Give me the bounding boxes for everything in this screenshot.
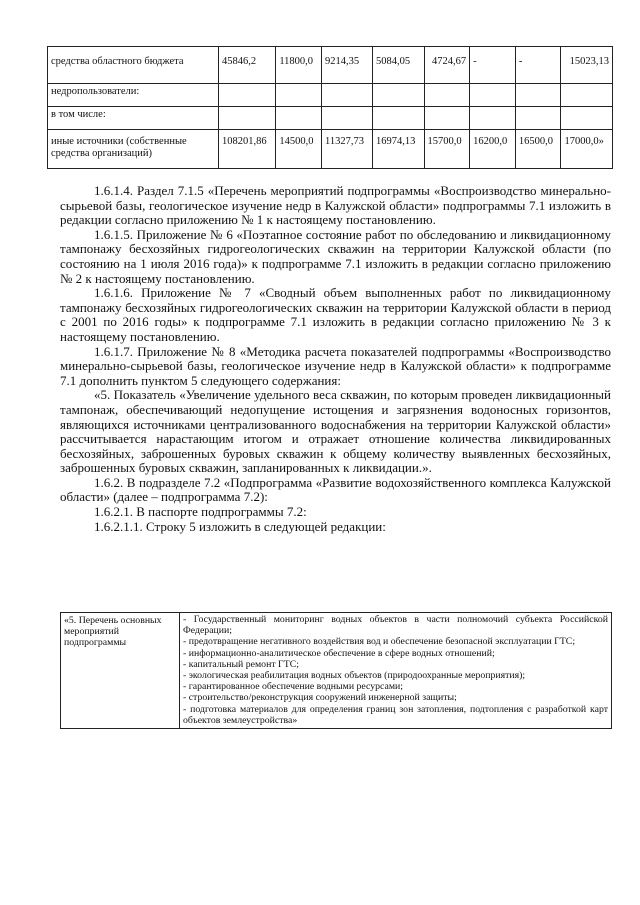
table-row — [48, 130, 613, 169]
paragraph: 1.6.1.7. Приложение № 8 «Методика расчета показателей подпрограммы «Воспроизводство минерально-сырьевой базы, геологическое изучение недр в Калужской области» к подпрограмме 7.1 дополнить пунктом 5 следующего содержания: — [60, 343, 611, 388]
measure-item: - строительство/реконструкция сооружений инженерной защиты; — [183, 692, 457, 704]
paragraph: 1.6.2.1.1. Строку 5 изложить в следующей редакции: — [94, 518, 386, 534]
measure-item: - Государственный мониторинг водных объектов в части полномочий субъекта Российской Федерации; — [183, 614, 608, 637]
measure-item: - экологическая реабилитация водных объектов (природоохранные мероприятия); — [183, 670, 526, 682]
table-cell: 14500,0 — [276, 130, 322, 169]
measure-item: - подготовка материалов для определения границ зон затопления, подтопления с разработкой карт объектов землеустройства» — [183, 703, 608, 726]
table-cell: 16200,0 — [470, 130, 516, 169]
paragraph: 1.6.2. В подразделе 7.2 «Подпрограмма «Развитие водохозяйственного комплекса Калужской области» (далее – подпрограмма 7.2): — [60, 474, 611, 505]
program-table — [60, 612, 612, 729]
row-label: иные источники (собственные средства организаций) — [48, 130, 219, 169]
table-cell — [561, 107, 613, 130]
table-cell — [219, 84, 276, 107]
table-cell: 17000,0» — [561, 130, 613, 169]
table-cell — [219, 107, 276, 130]
table-cell — [276, 107, 322, 130]
table-cell — [470, 84, 516, 107]
table-cell: 15023,13 — [561, 47, 613, 84]
paragraph: «5. Показатель «Увеличение удельного веса скважин, по которым проведен ликвидационный тампонаж, обеспечивающий недопущение истощения и загрязнения водоносных горизонтов, являющихся источниками централизованного водоснабжения на территории Калужской области» рассчитывается нарастающим итогом и отражает отношение количества ликвидированных бесхозяйных, заброшенных буровых скважин к общему количеству выявленных бесхозяйных, заброшенных буровых скважин, запланированных к ликвидации.». — [60, 387, 611, 476]
table-cell — [276, 84, 322, 107]
body-text — [60, 184, 611, 534]
table-cell — [515, 107, 561, 130]
table-cell — [424, 107, 470, 130]
measures-cell — [180, 613, 612, 729]
measure-item: - капитальный ремонт ГТС; — [183, 658, 299, 670]
table-cell: 11327,73 — [321, 130, 372, 169]
table-cell: 16974,13 — [373, 130, 424, 169]
table-cell: - — [470, 47, 516, 84]
table-cell — [321, 84, 372, 107]
paragraph: 1.6.1.5. Приложение № 6 «Поэтапное состояние работ по обследованию и ликвидационному тампонажу бесхозяйных гидрогеологических скважин на территории Калужской области (по состоянию на 1 июля 2016 года)» к подпрограмме 7.1 изложить в редакции согласно приложению № 2 к настоящему постановлению. — [60, 226, 611, 286]
table-cell: 15700,0 — [424, 130, 470, 169]
measure-item: - информационно-аналитическое обеспечение в сфере водных отношений; — [183, 647, 495, 659]
table-row — [61, 613, 612, 729]
table-cell — [373, 84, 424, 107]
table-cell: 5084,05 — [373, 47, 424, 84]
table-cell: 11800,0 — [276, 47, 322, 84]
table-row — [48, 107, 613, 130]
table-cell — [373, 107, 424, 130]
paragraph: 1.6.1.4. Раздел 7.1.5 «Перечень мероприятий подпрограммы «Воспроизводство минерально-сырьевой базы, геологическое изучение недр в Калужской области» подпрограммы 7.1 изложить в редакции согласно приложению № 1 к настоящему постановлению. — [60, 183, 611, 228]
table-cell — [470, 107, 516, 130]
table-cell: 9214,35 — [321, 47, 372, 84]
row-label: средства областного бюджета — [48, 47, 219, 84]
measure-item: - гарантированное обеспечение водными ресурсами; — [183, 681, 403, 693]
table-cell: 4724,67 — [424, 47, 470, 84]
table-row — [48, 47, 613, 84]
table-row — [48, 84, 613, 107]
table-cell: 108201,86 — [219, 130, 276, 169]
table-cell — [561, 84, 613, 107]
table-cell — [515, 84, 561, 107]
table-cell — [424, 84, 470, 107]
row-label: недропользователи: — [48, 84, 219, 107]
measure-item: - предотвращение негативного воздействия вод и обеспечение безопасной эксплуатации ГТС; — [183, 636, 576, 648]
budget-table — [47, 46, 613, 169]
paragraph: 1.6.2.1. В паспорте подпрограммы 7.2: — [94, 504, 307, 520]
table-cell: 16500,0 — [515, 130, 561, 169]
program-row-label: «5. Перечень основных мероприятий подпрограммы — [61, 613, 180, 729]
paragraph: 1.6.1.6. Приложение № 7 «Сводный объем выполненных работ по ликвидационному тампонажу бесхозяйных гидрогеологических скважин на территории Калужской области в период с 2001 по 2016 годы» к подпрограмме 7.1 изложить в редакции согласно приложению № 3 к настоящему постановлению. — [60, 285, 611, 344]
table-cell: - — [515, 47, 561, 84]
table-cell — [321, 107, 372, 130]
table-cell: 45846,2 — [219, 47, 276, 84]
row-label: в том числе: — [48, 107, 219, 130]
